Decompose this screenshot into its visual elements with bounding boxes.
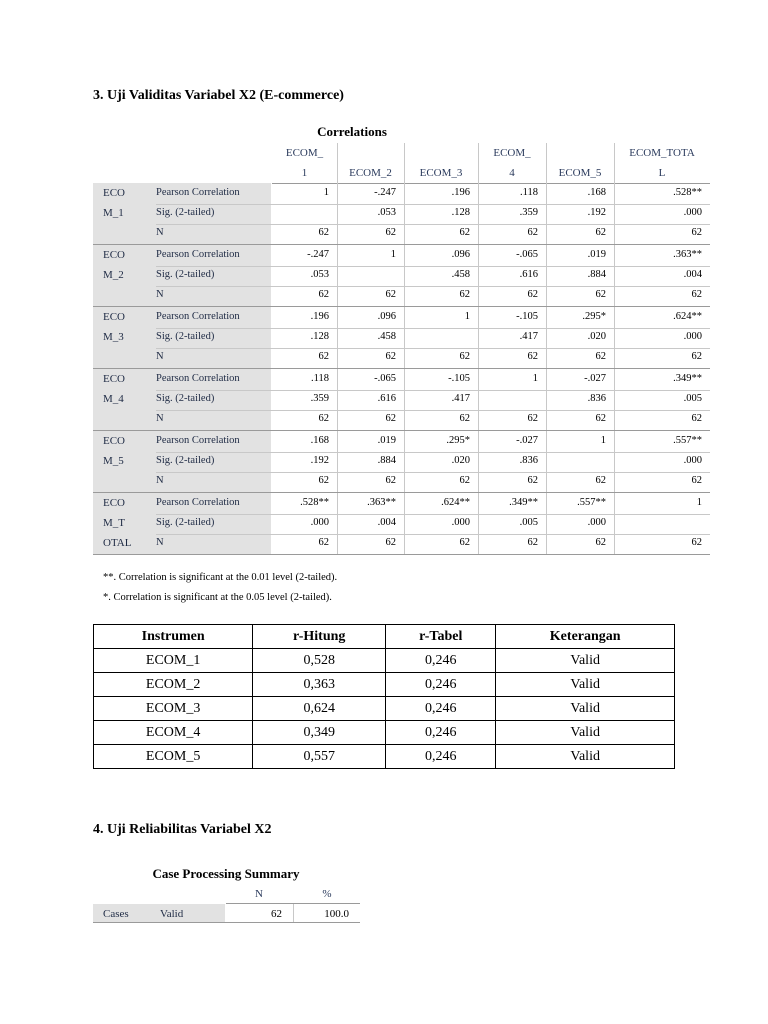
corr-cell: .349**	[673, 373, 702, 384]
row-rule	[156, 514, 710, 515]
cell-keterangan: Valid	[496, 697, 675, 721]
row-name-2-part2: M_2	[103, 269, 124, 281]
col-divider	[546, 369, 547, 431]
corr-cell: 1	[390, 249, 396, 260]
cell-r-hitung: 0,624	[253, 697, 386, 721]
cell-r-tabel: 0,246	[386, 649, 496, 673]
corr-cell: .417	[451, 393, 470, 404]
corr-cell: .295*	[582, 311, 606, 322]
row-1-stat-label: N	[156, 227, 164, 238]
case-summary-col-percent: %	[322, 888, 332, 900]
corr-cell: .196	[310, 311, 329, 322]
corr-cell: -.105	[516, 311, 538, 322]
corr-cell: .168	[587, 187, 606, 198]
case-summary-n-value: 62	[271, 908, 282, 920]
corr-cell: 62	[318, 537, 329, 548]
corr-cell: 62	[459, 537, 470, 548]
corr-cell: -.065	[374, 373, 396, 384]
col-header-1-line1: ECOM_	[285, 147, 324, 159]
corr-cell: 1	[600, 435, 606, 446]
header-instrumen: Instrumen	[94, 625, 253, 649]
row-rule	[156, 204, 710, 205]
corr-cell: .196	[451, 187, 470, 198]
col-divider	[614, 245, 615, 307]
corr-cell: .004	[377, 517, 396, 528]
row-name-5-part1: ECO	[103, 435, 125, 447]
row-name-6-part2: M_T	[103, 517, 125, 529]
header-divider	[337, 143, 338, 183]
corr-cell: .020	[451, 455, 470, 466]
header-divider	[614, 143, 615, 183]
row-rule	[156, 286, 710, 287]
corr-cell: .053	[310, 269, 329, 280]
footnote-005: *. Correlation is significant at the 0.05 level (2-tailed).	[103, 592, 332, 603]
corr-cell: .624**	[441, 497, 470, 508]
corr-cell: .019	[587, 249, 606, 260]
corr-cell: .168	[310, 435, 329, 446]
corr-cell: 1	[696, 497, 702, 508]
cell-instrumen: ECOM_2	[94, 673, 253, 697]
table-row	[94, 745, 675, 769]
col-header-4-line1: ECOM_	[493, 147, 531, 159]
cell-instrumen: ECOM_4	[94, 721, 253, 745]
corr-cell: .020	[587, 331, 606, 342]
col-header-3-line2: ECOM_3	[419, 167, 463, 179]
corr-cell: .053	[377, 207, 396, 218]
case-summary-title: Case Processing Summary	[152, 866, 300, 881]
col-divider	[337, 493, 338, 555]
corr-cell: 62	[318, 351, 329, 362]
corr-cell: 62	[595, 289, 606, 300]
case-summary-row-group: Cases	[103, 908, 129, 920]
corr-cell: 62	[691, 289, 702, 300]
col-divider	[614, 369, 615, 431]
validity-header-row	[94, 625, 675, 649]
corr-cell: 62	[459, 413, 470, 424]
cell-instrumen: ECOM_5	[94, 745, 253, 769]
corr-cell: .096	[377, 311, 396, 322]
corr-cell: .359	[310, 393, 329, 404]
corr-cell: .000	[683, 207, 702, 218]
cell-r-tabel: 0,246	[386, 697, 496, 721]
corr-cell: .118	[520, 187, 538, 198]
col-divider	[337, 245, 338, 307]
row-4-stat-label: N	[156, 413, 164, 424]
corr-cell: -.105	[448, 373, 470, 384]
row-3-stat-label: Sig. (2-tailed)	[156, 331, 215, 342]
case-summary-divider	[293, 904, 294, 922]
corr-cell: 62	[385, 475, 396, 486]
corr-cell: .624**	[673, 311, 702, 322]
corr-cell: 62	[527, 537, 538, 548]
corr-cell: 62	[459, 351, 470, 362]
header-keterangan: Keterangan	[496, 625, 675, 649]
col-divider	[614, 307, 615, 369]
corr-cell: .004	[683, 269, 702, 280]
row-2-stat-label: Pearson Correlation	[156, 249, 240, 260]
corr-cell: 62	[595, 537, 606, 548]
cell-r-tabel: 0,246	[386, 721, 496, 745]
corr-cell: .096	[451, 249, 470, 260]
row-2-stat-label: Sig. (2-tailed)	[156, 269, 215, 280]
corr-cell: .528**	[300, 497, 329, 508]
row-name-4-part2: M_4	[103, 393, 124, 405]
corr-cell: .192	[587, 207, 606, 218]
corr-cell: 62	[527, 413, 538, 424]
row-5-stat-label: Sig. (2-tailed)	[156, 455, 215, 466]
row-name-3-part2: M_3	[103, 331, 124, 343]
row-rule	[156, 266, 710, 267]
row-6-stat-label: Sig. (2-tailed)	[156, 517, 215, 528]
corr-cell: .557**	[577, 497, 606, 508]
row-name-3-part1: ECO	[103, 311, 125, 323]
corr-cell: 1	[464, 311, 470, 322]
row-name-1-part2: M_1	[103, 207, 124, 219]
col-header-4-line2: 4	[509, 167, 515, 179]
corr-cell: .616	[377, 393, 396, 404]
corr-cell: .528**	[673, 187, 702, 198]
corr-cell: 62	[318, 413, 329, 424]
row-rule	[156, 410, 710, 411]
row-5-stat-label: Pearson Correlation	[156, 435, 240, 446]
header-divider	[546, 143, 547, 183]
corr-cell: .836	[587, 393, 606, 404]
col-header-5-line2: ECOM_5	[558, 167, 602, 179]
cell-keterangan: Valid	[496, 745, 675, 769]
corr-cell: 62	[527, 289, 538, 300]
corr-cell: 62	[527, 475, 538, 486]
corr-cell: 62	[385, 289, 396, 300]
cell-r-hitung: 0,349	[253, 721, 386, 745]
correlations-title: Correlations	[317, 124, 387, 139]
col-divider	[478, 431, 479, 493]
corr-cell: .128	[310, 331, 329, 342]
row-rule	[156, 224, 710, 225]
corr-cell: .557**	[673, 435, 702, 446]
header-divider	[478, 143, 479, 183]
row-rule	[156, 472, 710, 473]
col-header-1-line2: 1	[301, 167, 308, 179]
row-name-1-part1: ECO	[103, 187, 125, 199]
row-name-6-part3: OTAL	[103, 537, 132, 549]
corr-cell: 62	[318, 227, 329, 238]
corr-cell: 62	[595, 227, 606, 238]
cell-r-hitung: 0,528	[253, 649, 386, 673]
corr-cell: .349**	[509, 497, 538, 508]
row-3-stat-label: N	[156, 351, 164, 362]
corr-cell: 62	[318, 475, 329, 486]
col-divider	[404, 245, 405, 307]
cell-r-hitung: 0,363	[253, 673, 386, 697]
col-header-2-line2: ECOM_2	[349, 167, 392, 179]
row-6-stat-label: N	[156, 537, 164, 548]
row-1-stat-label: Pearson Correlation	[156, 187, 240, 198]
corr-cell: 62	[318, 289, 329, 300]
row-1-stat-label: Sig. (2-tailed)	[156, 207, 215, 218]
corr-cell: .005	[519, 517, 538, 528]
row-rule	[156, 452, 710, 453]
corr-cell: 62	[595, 413, 606, 424]
col-divider	[546, 493, 547, 555]
table-row	[94, 721, 675, 745]
corr-cell: 62	[385, 351, 396, 362]
corr-cell: 62	[691, 413, 702, 424]
col-divider	[337, 431, 338, 493]
col-divider	[404, 431, 405, 493]
col-divider	[478, 493, 479, 555]
corr-cell: 62	[527, 351, 538, 362]
cell-r-tabel: 0,246	[386, 745, 496, 769]
table-row	[94, 649, 675, 673]
corr-cell: .458	[451, 269, 470, 280]
corr-cell: .417	[519, 331, 538, 342]
col-divider	[546, 431, 547, 493]
cell-r-tabel: 0,246	[386, 673, 496, 697]
row-2-stat-label: N	[156, 289, 164, 300]
corr-cell: .019	[377, 435, 396, 446]
section-4-heading: 4. Uji Reliabilitas Variabel X2	[93, 822, 272, 837]
col-divider	[546, 183, 547, 245]
col-divider	[478, 245, 479, 307]
row-6-stat-label: Pearson Correlation	[156, 497, 240, 508]
header-r-tabel: r-Tabel	[386, 625, 496, 649]
col-divider	[614, 493, 615, 555]
corr-cell: .363**	[673, 249, 702, 260]
col-divider	[337, 369, 338, 431]
row-4-stat-label: Sig. (2-tailed)	[156, 393, 215, 404]
case-summary-col-n: N	[255, 888, 263, 900]
table-row	[94, 673, 675, 697]
corr-cell: 62	[385, 227, 396, 238]
case-summary-percent-value: 100.0	[324, 908, 349, 920]
col-divider	[404, 307, 405, 369]
corr-cell: .884	[377, 455, 396, 466]
case-summary-row-label: Valid	[160, 908, 184, 920]
corr-cell: 62	[459, 475, 470, 486]
corr-cell: .118	[311, 373, 329, 384]
corr-cell: 62	[691, 537, 702, 548]
row-name-2-part1: ECO	[103, 249, 125, 261]
corr-cell: 62	[459, 227, 470, 238]
col-divider	[404, 369, 405, 431]
group-rule	[93, 554, 710, 555]
row-name-6-part1: ECO	[103, 497, 125, 509]
corr-cell: -.027	[584, 373, 606, 384]
section-3-heading: 3. Uji Validitas Variabel X2 (E-commerce)	[93, 88, 344, 103]
corr-cell: .000	[683, 455, 702, 466]
col-divider	[614, 183, 615, 245]
corr-cell: 1	[532, 373, 538, 384]
cell-instrumen: ECOM_1	[94, 649, 253, 673]
col-divider	[478, 369, 479, 431]
col-header-6-line1: ECOM_TOTA	[629, 147, 695, 159]
cell-r-hitung: 0,557	[253, 745, 386, 769]
corr-cell: 62	[595, 475, 606, 486]
corr-cell: 62	[527, 227, 538, 238]
cell-keterangan: Valid	[496, 673, 675, 697]
row-4-stat-label: Pearson Correlation	[156, 373, 240, 384]
corr-cell: .295*	[446, 435, 470, 446]
footnote-001: **. Correlation is significant at the 0.01 level (2-tailed).	[103, 572, 338, 583]
col-divider	[546, 245, 547, 307]
table-row	[94, 697, 675, 721]
corr-cell: 62	[459, 289, 470, 300]
corr-cell: .000	[310, 517, 329, 528]
corr-cell: -.247	[307, 249, 329, 260]
row-name-4-part1: ECO	[103, 373, 125, 385]
col-header-6-line2: L	[658, 167, 666, 179]
corr-cell: 62	[691, 227, 702, 238]
corr-cell: -.027	[516, 435, 538, 446]
cell-keterangan: Valid	[496, 649, 675, 673]
row-3-stat-label: Pearson Correlation	[156, 311, 240, 322]
col-divider	[337, 307, 338, 369]
corr-cell: .458	[377, 331, 396, 342]
corr-cell: 62	[385, 537, 396, 548]
row-rule	[156, 328, 710, 329]
corr-cell: .128	[451, 207, 470, 218]
cell-instrumen: ECOM_3	[94, 697, 253, 721]
corr-cell: .000	[451, 517, 470, 528]
corr-cell: .005	[683, 393, 702, 404]
row-name-5-part2: M_5	[103, 455, 124, 467]
header-divider	[404, 143, 405, 183]
row-rule	[156, 348, 710, 349]
row-5-stat-label: N	[156, 475, 164, 486]
corr-cell: .884	[587, 269, 606, 280]
validity-summary-table	[93, 624, 675, 769]
col-divider	[404, 183, 405, 245]
col-divider	[478, 307, 479, 369]
col-divider	[546, 307, 547, 369]
corr-cell: .836	[519, 455, 538, 466]
cell-keterangan: Valid	[496, 721, 675, 745]
corr-cell: .000	[587, 517, 606, 528]
row-rule	[156, 390, 710, 391]
corr-cell: .192	[310, 455, 329, 466]
row-rule	[156, 534, 710, 535]
case-summary-bottom-rule	[93, 922, 360, 923]
col-divider	[614, 431, 615, 493]
corr-cell: .359	[519, 207, 538, 218]
corr-cell: 62	[595, 351, 606, 362]
corr-cell: -.065	[516, 249, 538, 260]
col-divider	[478, 183, 479, 245]
corr-cell: .000	[683, 331, 702, 342]
corr-cell: .363**	[367, 497, 396, 508]
header-r-hitung: r-Hitung	[253, 625, 386, 649]
corr-cell: 62	[691, 475, 702, 486]
col-divider	[404, 493, 405, 555]
corr-cell: 62	[385, 413, 396, 424]
col-divider	[337, 183, 338, 245]
corr-cell: .616	[519, 269, 538, 280]
corr-cell: 1	[323, 187, 329, 198]
corr-cell: 62	[691, 351, 702, 362]
corr-cell: -.247	[374, 187, 396, 198]
